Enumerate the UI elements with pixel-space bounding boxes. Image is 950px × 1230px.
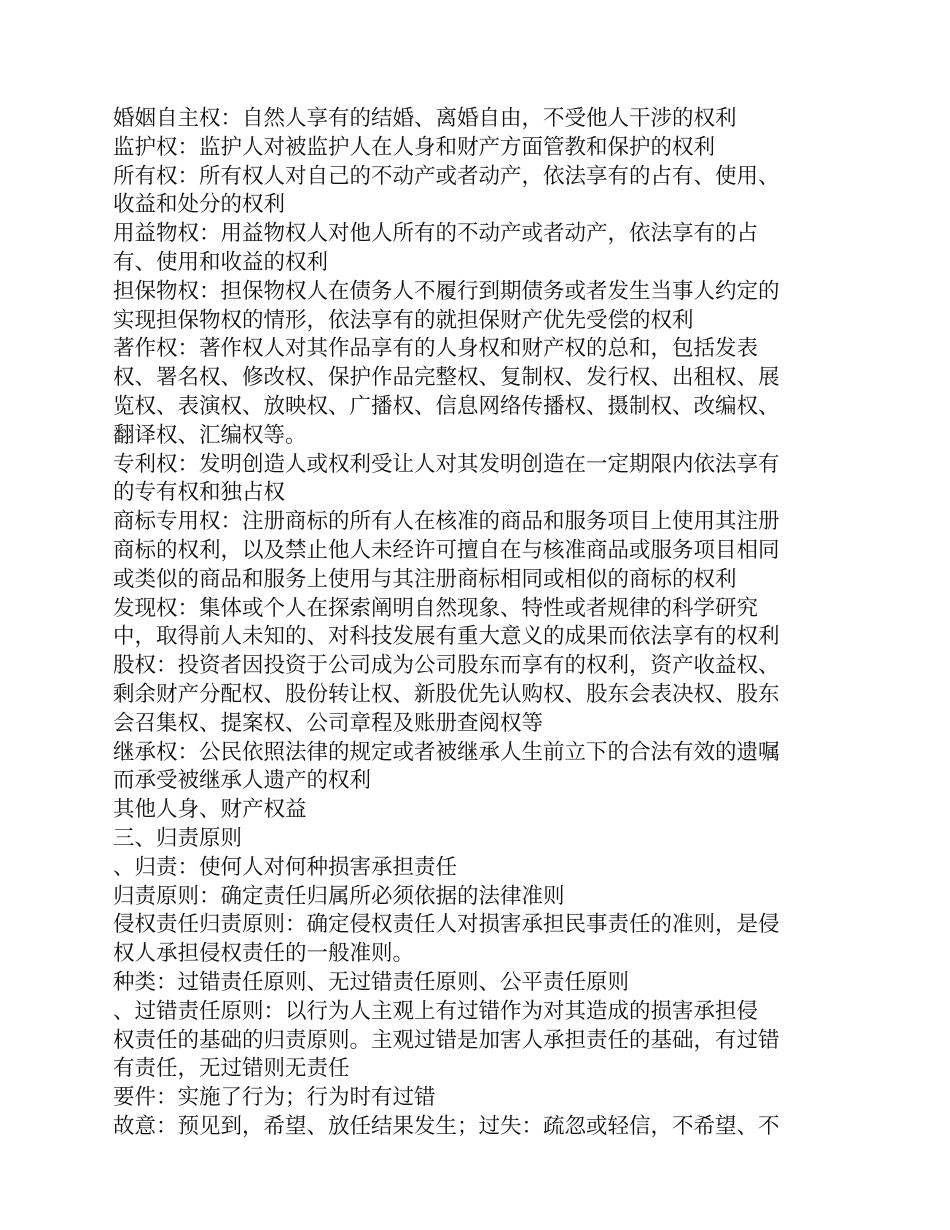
text-line: 要件：实施了行为；行为时有过错	[113, 1085, 436, 1111]
text-line: 权、署名权、修改权、保护作品完整权、复制权、发行权、出租权、展	[113, 365, 780, 391]
text-line: 担保物权：担保物权人在债务人不履行到期债务或者发生当事人约定的	[113, 278, 780, 304]
text-line: 的专有权和独占权	[113, 480, 286, 506]
text-line: 商标专用权：注册商标的所有人在核准的商品和服务项目上使用其注册	[113, 509, 780, 535]
text-line: 婚姻自主权：自然人享有的结婚、离婚自由，不受他人干涉的权利	[113, 106, 737, 131]
text-line: 权责任的基础的归责原则。主观过错是加害人承担责任的基础，有过错	[113, 1027, 780, 1053]
text-line: 中，取得前人未知的、对科技发展有重大意义的成果而依法享有的权利	[113, 624, 780, 650]
text-line: 或类似的商品和服务上使用与其注册商标相同或相似的商标的权利	[113, 566, 737, 592]
text-line: 发现权：集体或个人在探索阐明自然现象、特性或者规律的科学研究	[113, 595, 759, 621]
text-line: 有责任，无过错则无责任	[113, 1056, 350, 1082]
text-line: 所有权：所有权人对自己的不动产或者动产，依法享有的占有、使用、	[113, 163, 780, 189]
text-line: 专利权：发明创造人或权利受让人对其发明创造在一定期限内依法享有	[113, 451, 780, 477]
document-body	[113, 105, 838, 1142]
text-line: 用益物权：用益物权人对他人所有的不动产或者动产，依法享有的占	[113, 221, 759, 247]
text-line: 、归责：使何人对何种损害承担责任	[113, 854, 458, 880]
text-line: 故意：预见到，希望、放任结果发生；过失：疏忽或轻信，不希望、不	[113, 1113, 780, 1139]
text-line: 种类：过错责任原则、无过错责任原则、公平责任原则	[113, 969, 630, 995]
text-line: 权人承担侵权责任的一般准则。	[113, 941, 415, 967]
section-heading: 三、归责原则	[113, 825, 243, 851]
text-line: 实现担保物权的情形，依法享有的就担保财产优先受偿的权利	[113, 307, 694, 333]
text-line: 继承权：公民依照法律的规定或者被继承人生前立下的合法有效的遗嘱	[113, 739, 780, 765]
text-line: 有、使用和收益的权利	[113, 249, 329, 275]
text-line: 翻译权、汇编权等。	[113, 422, 307, 448]
text-line: 商标的权利，以及禁止他人未经许可擅自在与核准商品或服务项目相同	[113, 537, 780, 563]
text-line: 归责原则：确定责任归属所必须依据的法律准则	[113, 883, 565, 909]
text-line: 著作权：著作权人对其作品享有的人身权和财产权的总和，包括发表	[113, 336, 759, 362]
text-line: 会召集权、提案权、公司章程及账册查阅权等	[113, 710, 544, 736]
text-line: 股权：投资者因投资于公司成为公司股东而享有的权利，资产收益权、	[113, 653, 780, 679]
text-line: 而承受被继承人遗产的权利	[113, 768, 372, 794]
text-line: 、过错责任原则：以行为人主观上有过错作为对其造成的损害承担侵	[113, 998, 759, 1024]
text-line: 收益和处分的权利	[113, 192, 286, 218]
text-line: 览权、表演权、放映权、广播权、信息网络传播权、摄制权、改编权、	[113, 393, 780, 419]
text-line: 剩余财产分配权、股份转让权、新股优先认购权、股东会表决权、股东	[113, 681, 780, 707]
text-line: 侵权责任归责原则：确定侵权责任人对损害承担民事责任的准则，是侵	[113, 912, 780, 938]
text-line: 其他人身、财产权益	[113, 797, 307, 823]
text-line: 监护权：监护人对被监护人在人身和财产方面管教和保护的权利	[113, 134, 716, 160]
